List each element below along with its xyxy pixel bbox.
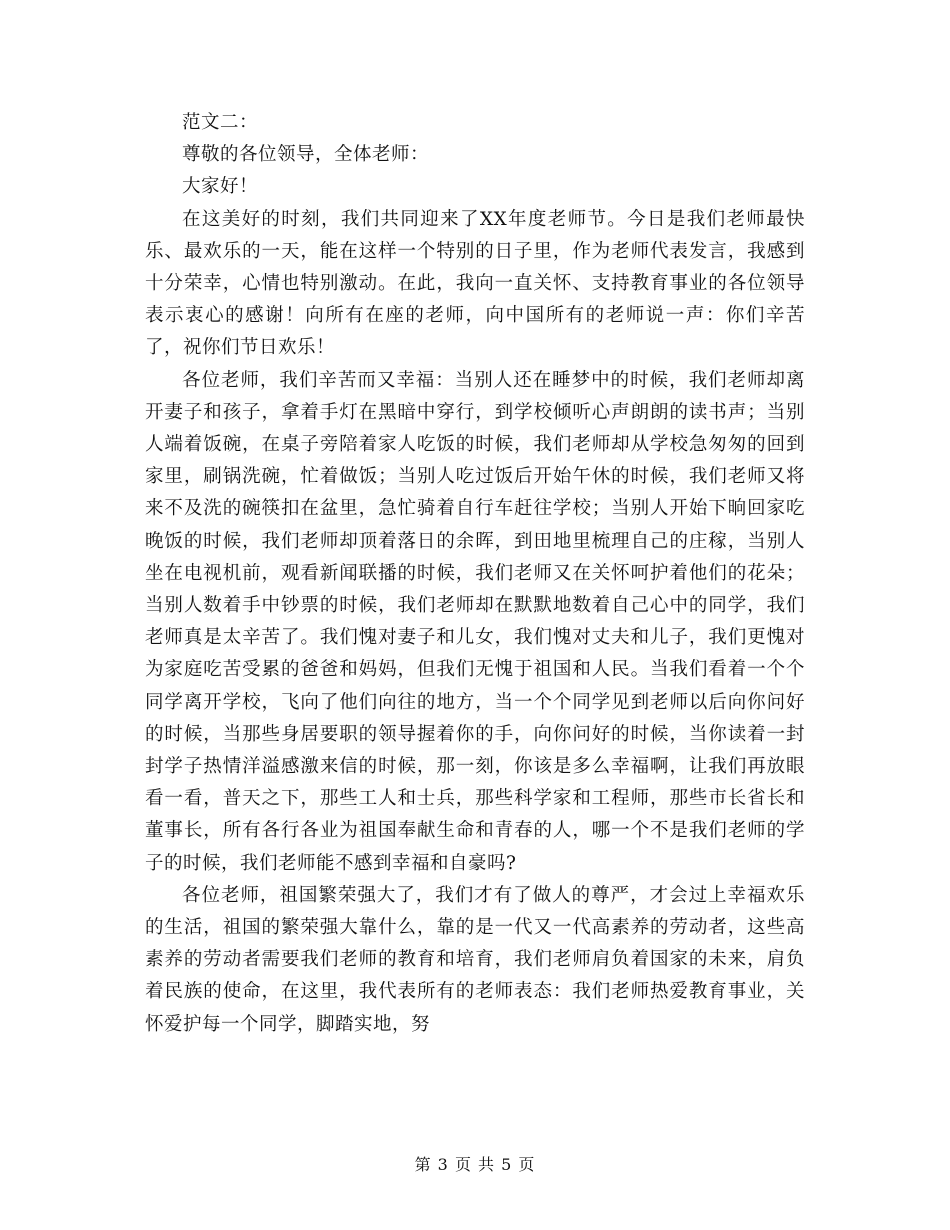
paragraph-opening: 在这美好的时刻，我们共同迎来了XX年度老师节。今日是我们老师最快乐、最欢乐的一天，能在这样一个特别的日子里，作为老师代表发言，我感到十分荣幸，心情也特别激动。在此，我向一直关怀、支持教育事业的各位领导表示衷心的感谢！向所有在座的老师，向中国所有的老师说一声：你们辛苦了，祝你们节日欢乐！ [145,208,805,359]
page-number-footer: 第 3 页 共 5 页 [414,1155,536,1174]
document-body [145,107,805,1041]
heading-sample-two: 范文二： [182,112,259,133]
paragraph-hardship-and-happiness: 各位老师，我们辛苦而又幸福：当别人还在睡梦中的时候，我们老师却离开妻子和孩子，拿着手灯在黑暗中穿行，到学校倾听心声朗朗的读书声；当别人端着饭碗，在桌子旁陪着家人吃饭的时候，我们老师却从学校急匆匆的回到家里，刷锅洗碗，忙着做饭；当别人吃过饭后开始午休的时候，我们老师又将来不及洗的碗筷扣在盆里，急忙骑着自行车赶往学校；当别人开始下晌回家吃晚饭的时候，我们老师却顶着落日的余晖，到田地里梳理自己的庄稼，当别人坐在电视机前，观看新闻联播的时候，我们老师又在关怀呵护着他们的花朵；当别人数着手中钞票的时候，我们老师却在默默地数着自己心中的同学，我们老师真是太辛苦了。我们愧对妻子和儿女，我们愧对丈夫和儿子，我们更愧对为家庭吃苦受累的爸爸和妈妈，但我们无愧于祖国和人民。当我们看着一个个同学离开学校，飞向了他们向往的地方，当一个个同学见到老师以后向你问好的时候，当那些身居要职的领导握着你的手，向你问好的时候，当你读着一封封学子热情洋溢感激来信的时候，那一刻，你该是多么幸福啊，让我们再放眼看一看，普天之下，那些工人和士兵，那些科学家和工程师，那些市长省长和董事长，所有各行各业为祖国奉献生命和青春的人，哪一个不是我们老师的学子的时候，我们老师能不感到幸福和自豪吗? [145,369,805,874]
greeting: 大家好！ [182,176,259,198]
salutation: 尊敬的各位领导，全体老师： [182,144,430,166]
paragraph-national-prosperity: 各位老师，祖国繁荣强大了，我们才有了做人的尊严，才会过上幸福欢乐的生活，祖国的繁荣强大靠什么，靠的是一代又一代高素养的劳动者，这些高素养的劳动者需要我们老师的教育和培育，我们老师肩负着国家的未来，肩负着民族的使命，在这里，我代表所有的老师表态：我们老师热爱教育事业，关怀爱护每一个同学，脚踏实地，努 [145,884,805,1035]
